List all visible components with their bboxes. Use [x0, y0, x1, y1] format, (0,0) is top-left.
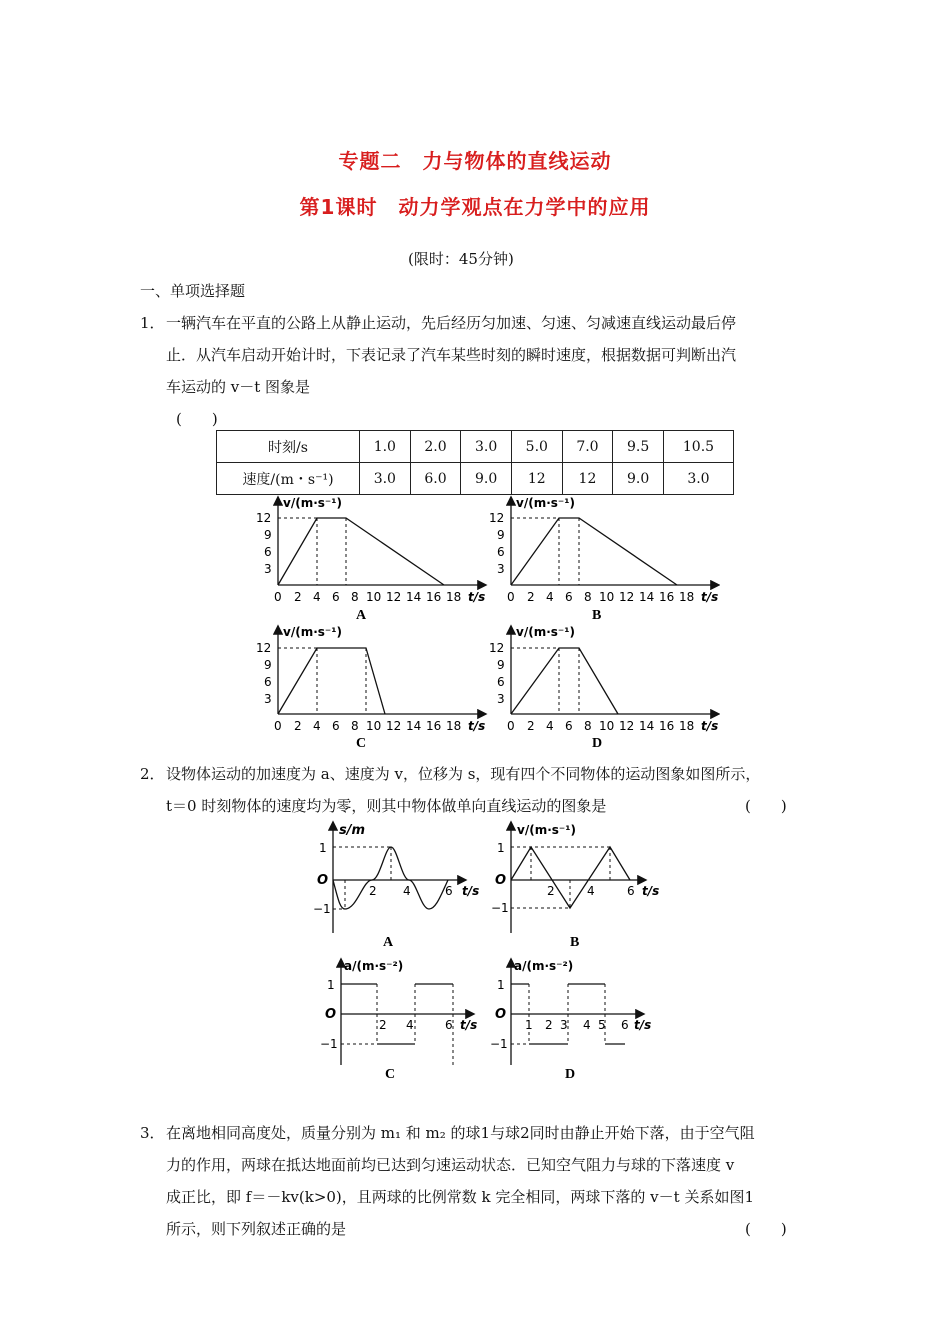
ytick: 3	[497, 562, 505, 576]
xtick: 4	[583, 1018, 591, 1032]
section-heading: 一、单项选择题	[140, 282, 246, 300]
ytick: −1	[320, 1037, 338, 1051]
ytick: 6	[264, 675, 272, 689]
xtick: 18	[446, 590, 462, 604]
ytick: −1	[490, 1037, 508, 1051]
q3-line3: 成正比，即 f＝－kv(k>0)，且两球的比例常数 k 完全相同，两球下落的 v－t 关系如图1	[166, 1188, 754, 1206]
xtick: 10	[366, 590, 382, 604]
xtick: 4	[313, 719, 321, 733]
ytick: 12	[256, 511, 272, 525]
xtick: 14	[406, 719, 422, 733]
q2-answer-bracket: ( )	[745, 797, 787, 815]
ytick: 12	[489, 511, 505, 525]
table-cell: 7.0	[562, 431, 613, 463]
xtick: 6	[332, 719, 340, 733]
q2-number: 2．	[140, 765, 165, 783]
xtick: 6	[627, 884, 635, 898]
table-cell: 3.0	[461, 431, 512, 463]
option-label-b: B	[592, 608, 602, 623]
xtick: 16	[426, 590, 442, 604]
ytick: 3	[264, 692, 272, 706]
q1-number: 1．	[140, 314, 165, 332]
q2-graphs	[305, 815, 665, 1085]
q2-graph-c	[320, 959, 477, 1082]
xtick: 16	[659, 719, 675, 733]
xtick: 16	[426, 719, 442, 733]
xtick: 2	[527, 719, 535, 733]
ytick: 9	[264, 528, 272, 542]
ytick: 6	[497, 675, 505, 689]
table-cell: 9.0	[461, 463, 512, 495]
q2-b-ylabel: v/(m·s⁻¹)	[517, 823, 576, 837]
xtick: 6	[565, 719, 573, 733]
xtick: 10	[366, 719, 382, 733]
xtick: 4	[313, 590, 321, 604]
xtick: 1	[525, 1018, 533, 1032]
xtick: 2	[369, 884, 377, 898]
xlabel: t/s	[701, 719, 719, 733]
q2-line1: 设物体运动的加速度为 a、速度为 v，位移为 s，现有四个不同物体的运动图象如图所示，	[166, 765, 761, 783]
ytick: 3	[264, 562, 272, 576]
q3-line4: 所示，则下列叙述正确的是	[166, 1220, 347, 1238]
xtick: 0	[274, 590, 282, 604]
table-cell: 2.0	[410, 431, 461, 463]
table-cell: 3.0	[663, 463, 733, 495]
xtick: 12	[619, 590, 635, 604]
xtick: 5	[598, 1018, 606, 1032]
xtick: 0	[274, 719, 282, 733]
option-label-a: A	[383, 935, 394, 950]
xtick: 6	[445, 884, 453, 898]
xtick: 2	[527, 590, 535, 604]
origin-label: O	[325, 1007, 337, 1022]
xtick: 4	[406, 1018, 414, 1032]
option-label-c: C	[356, 736, 367, 750]
q1-a-ylabel: v/(m·s⁻¹)	[283, 496, 342, 510]
q2-line2: t＝0 时刻物体的速度均为零，则其中物体做单向直线运动的图象是	[166, 797, 607, 815]
ytick: 1	[497, 978, 505, 992]
xtick: 6	[565, 590, 573, 604]
option-label-d: D	[592, 736, 603, 750]
xtick: 18	[679, 590, 695, 604]
xtick: 2	[294, 590, 302, 604]
xtick: 2	[547, 884, 555, 898]
table-row	[217, 431, 734, 463]
ytick: 9	[497, 528, 505, 542]
xlabel: t/s	[642, 884, 660, 898]
xtick: 18	[679, 719, 695, 733]
q2-a-ylabel: s/m	[339, 823, 366, 838]
q3-line1: 在离地相同高度处，质量分别为 m₁ 和 m₂ 的球1与球2同时由静止开始下落，由于空气阻	[166, 1124, 755, 1142]
xtick: 6	[332, 590, 340, 604]
ytick: 12	[256, 641, 272, 655]
q2-graph-b	[491, 823, 659, 950]
table-header-time: 时刻/s	[217, 431, 360, 463]
ytick: 12	[489, 641, 505, 655]
q1-answer-bracket: ( )	[176, 410, 218, 428]
ytick: 9	[497, 658, 505, 672]
xtick: 10	[599, 590, 615, 604]
xlabel: t/s	[468, 590, 486, 604]
xtick: 4	[546, 719, 554, 733]
q1-data-table	[216, 430, 734, 495]
xtick: 12	[386, 719, 402, 733]
xtick: 12	[619, 719, 635, 733]
q1-line1: 一辆汽车在平直的公路上从静止运动，先后经历匀加速、匀速、匀减速直线运动最后停	[166, 314, 737, 332]
q3-line2: 力的作用，两球在抵达地面前均已达到匀速运动状态．已知空气阻力与球的下落速度 v	[166, 1156, 735, 1174]
xtick: 14	[406, 590, 422, 604]
xtick: 0	[507, 719, 515, 733]
q1-c-ylabel: v/(m·s⁻¹)	[283, 625, 342, 639]
xlabel: t/s	[468, 719, 486, 733]
xtick: 2	[294, 719, 302, 733]
ytick: 6	[264, 545, 272, 559]
q2-c-ylabel: a/(m·s⁻²)	[344, 959, 404, 973]
xtick: 8	[351, 590, 359, 604]
xlabel: t/s	[460, 1018, 478, 1032]
q1-graph-c	[256, 625, 485, 750]
xtick: 14	[639, 719, 655, 733]
ytick: 3	[497, 692, 505, 706]
q3-number: 3．	[140, 1124, 165, 1142]
q1-graph-b	[489, 496, 718, 623]
xtick: 12	[386, 590, 402, 604]
table-cell: 9.5	[613, 431, 664, 463]
xlabel: t/s	[701, 590, 719, 604]
ytick: 1	[497, 841, 505, 855]
ytick: 1	[327, 978, 335, 992]
table-cell: 9.0	[613, 463, 664, 495]
xtick: 4	[546, 590, 554, 604]
table-cell: 5.0	[511, 431, 562, 463]
xtick: 6	[445, 1018, 453, 1032]
q1-line3: 车运动的 v－t 图象是	[166, 378, 311, 396]
ytick: −1	[313, 902, 331, 916]
ytick: 1	[319, 841, 327, 855]
xtick: 10	[599, 719, 615, 733]
ytick: 9	[264, 658, 272, 672]
table-cell: 12	[511, 463, 562, 495]
xtick: 2	[545, 1018, 553, 1032]
origin-label: O	[495, 873, 507, 888]
q1-b-ylabel: v/(m·s⁻¹)	[516, 496, 575, 510]
xtick: 14	[639, 590, 655, 604]
option-label-a: A	[356, 608, 367, 623]
xtick: 18	[446, 719, 462, 733]
xtick: 6	[621, 1018, 629, 1032]
xtick: 8	[351, 719, 359, 733]
table-cell: 3.0	[360, 463, 411, 495]
origin-label: O	[495, 1007, 507, 1022]
q2-graph-a	[313, 823, 479, 950]
xlabel: t/s	[634, 1018, 652, 1032]
table-header-speed: 速度/(m・s⁻¹)	[217, 463, 360, 495]
table-cell: 12	[562, 463, 613, 495]
q1-graph-a	[256, 496, 485, 623]
xtick: 2	[379, 1018, 387, 1032]
q1-graphs	[250, 490, 720, 750]
page-subtitle: 第1课时 动力学观点在力学中的应用	[299, 195, 651, 219]
q2-graph-d	[490, 959, 651, 1082]
table-cell: 10.5	[663, 431, 733, 463]
option-label-c: C	[385, 1067, 396, 1082]
time-limit: (限时：45分钟)	[408, 250, 514, 268]
option-label-d: D	[565, 1067, 576, 1082]
xtick: 16	[659, 590, 675, 604]
ytick: −1	[491, 901, 509, 915]
q1-d-ylabel: v/(m·s⁻¹)	[516, 625, 575, 639]
q1-line2: 止．从汽车启动开始计时，下表记录了汽车某些时刻的瞬时速度，根据数据可判断出汽	[166, 346, 737, 364]
xtick: 4	[403, 884, 411, 898]
option-label-b: B	[570, 935, 580, 950]
ytick: 6	[497, 545, 505, 559]
origin-label: O	[317, 873, 329, 888]
xtick: 8	[584, 590, 592, 604]
xtick: 8	[584, 719, 592, 733]
page-title: 专题二 力与物体的直线运动	[338, 149, 612, 173]
xlabel: t/s	[462, 884, 480, 898]
xtick: 0	[507, 590, 515, 604]
q2-d-ylabel: a/(m·s⁻²)	[514, 959, 574, 973]
xtick: 3	[560, 1018, 568, 1032]
table-cell: 1.0	[360, 431, 411, 463]
table-cell: 6.0	[410, 463, 461, 495]
xtick: 4	[587, 884, 595, 898]
q1-graph-d	[489, 625, 718, 750]
q3-answer-bracket: ( )	[745, 1220, 787, 1238]
